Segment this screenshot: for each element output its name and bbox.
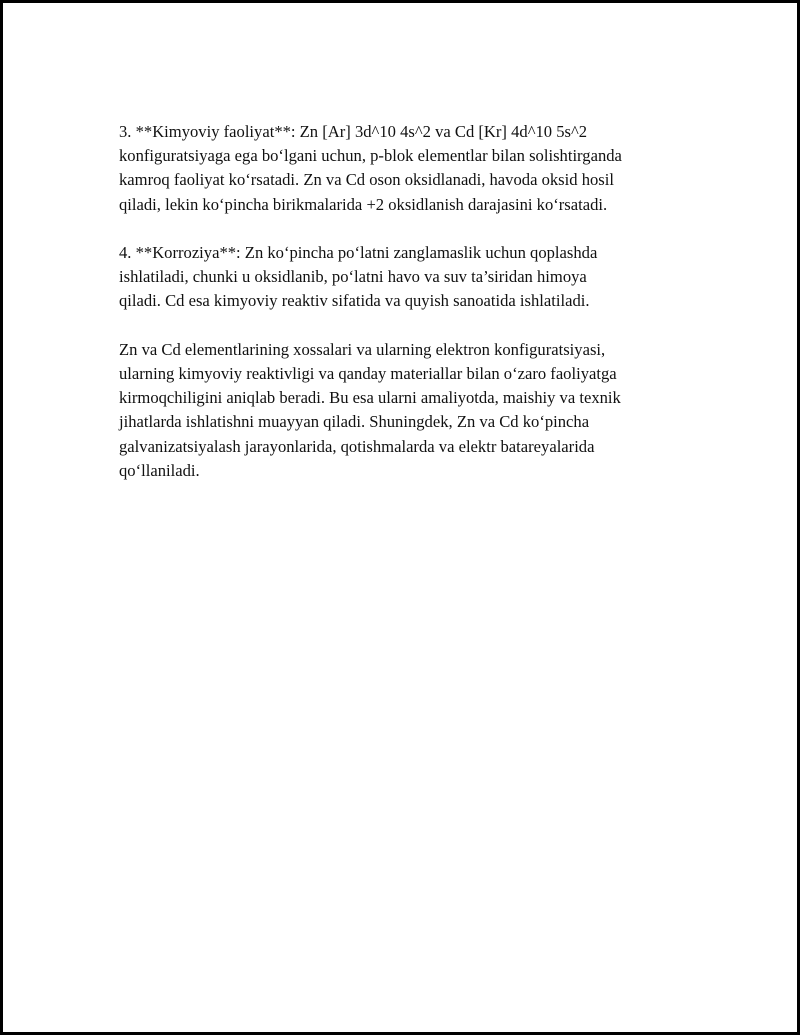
paragraph-korroziya (119, 241, 689, 314)
text-line: galvanizatsiyalash jarayonlarida, qotishmalarda va elektr batareyalarida (119, 436, 595, 456)
text-line: 4. **Korroziya**: Zn ko‘pincha po‘latni zanglamaslik uchun qoplashda (119, 243, 598, 262)
paragraph-summary (119, 338, 689, 483)
text-line: 3. **Kimyoviy faoliyat**: Zn [Ar] 3d^10 4s^2 va Cd [Kr] 4d^10 5s^2 (119, 122, 588, 141)
text-line: kirmoqchiligini aniqlab beradi. Bu esa ularni amaliyotda, maishiy va texnik (119, 388, 621, 408)
text-line: jihatlarda ishlatishni muayyan qiladi. Shuningdek, Zn va Cd ko‘pincha (119, 412, 590, 432)
text-line: Zn va Cd elementlarining xossalari va ularning elektron konfiguratsiyasi, (119, 339, 606, 359)
text-line: qo‘llaniladi. (119, 460, 200, 480)
document-body (119, 120, 689, 507)
text-line: ularning kimyoviy reaktivligi va qanday materiallar bilan o‘zaro faoliyatga (119, 364, 617, 383)
paragraph-kimyoviy-faoliyat (119, 120, 689, 217)
text-line: qiladi, lekin ko‘pincha birikmalarida +2 oksidlanish darajasini ko‘rsatadi. (119, 194, 608, 214)
text-line: konfiguratsiyaga ega bo‘lgani uchun, p-blok elementlar bilan solishtirganda (119, 146, 622, 166)
text-line: qiladi. Cd esa kimyoviy reaktiv sifatida va quyish sanoatida ishlatiladi. (119, 291, 590, 311)
text-line: kamroq faoliyat ko‘rsatadi. Zn va Cd oson oksidlanadi, havoda oksid hosil (119, 170, 614, 190)
text-line: ishlatiladi, chunki u oksidlanib, po‘latni havo va suv ta’siridan himoya (119, 267, 587, 287)
